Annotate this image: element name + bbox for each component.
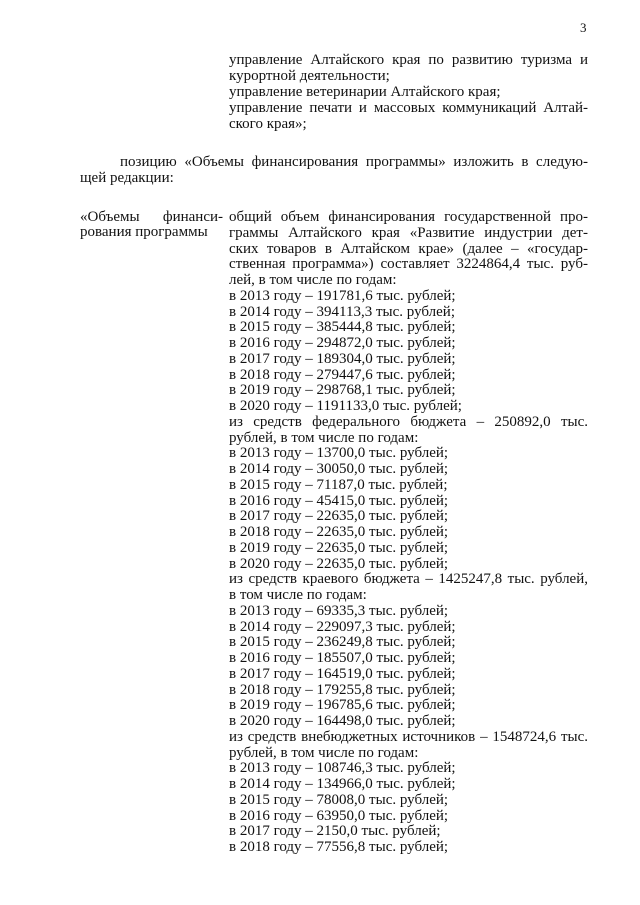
- table-label-line: рования программы: [80, 224, 208, 240]
- table-value-line: в 2019 году – 298768,1 тыс. рублей;: [229, 382, 456, 399]
- table-value-line: в 2018 году – 77556,8 тыс. рублей;: [229, 839, 449, 855]
- table-value-line: в 2015 году – 236249,8 тыс. рублей;: [229, 634, 456, 651]
- table-value-line: в 2013 году – 191781,6 тыс. рублей;: [229, 287, 456, 304]
- table-value-line: в 2020 году – 22635,0 тыс. рублей;: [229, 555, 449, 572]
- table-value-line: в 2013 году – 13700,0 тыс. рублей;: [229, 445, 449, 462]
- table-value-line: рублей, в том числе по годам:: [229, 429, 419, 446]
- table-value-line: в 2019 году – 196785,6 тыс. рублей;: [229, 697, 456, 714]
- table-value-line: граммы Алтайского края «Развитие индустрии дет-: [229, 224, 588, 241]
- table-value-line: из средств внебюджетных источников – 1548724,6 тыс.: [229, 728, 588, 745]
- table-value-line: в 2016 году – 63950,0 тыс. рублей;: [229, 807, 449, 824]
- table-value-line: в 2014 году – 134966,0 тыс. рублей;: [229, 776, 456, 792]
- table-value-line: в 2017 году – 164519,0 тыс. рублей;: [229, 665, 456, 682]
- table-value-line: в 2014 году – 229097,3 тыс. рублей;: [229, 618, 456, 635]
- table-value-line: в 2016 году – 185507,0 тыс. рублей;: [229, 650, 456, 666]
- table-value-line: в 2013 году – 69335,3 тыс. рублей;: [229, 602, 449, 619]
- table-value-line: в том числе по годам:: [229, 587, 367, 603]
- table-value-line: в 2017 году – 22635,0 тыс. рублей;: [229, 508, 449, 525]
- intro-line: курортной деятельности;: [229, 68, 390, 84]
- table-value-line: в 2017 году – 2150,0 тыс. рублей;: [229, 823, 441, 840]
- intro-line: управление ветеринарии Алтайского края;: [229, 84, 501, 100]
- intro-line: управление печати и массовых коммуникаций Алтай-: [229, 100, 588, 116]
- table-value-line: в 2015 году – 78008,0 тыс. рублей;: [229, 791, 449, 808]
- table-value-line: общий объем финансирования государственной про-: [229, 209, 588, 225]
- table-value-line: в 2019 году – 22635,0 тыс. рублей;: [229, 539, 449, 556]
- table-label-line: «Объемы финанси-: [80, 209, 223, 225]
- table-value-line: в 2020 году – 164498,0 тыс. рублей;: [229, 713, 456, 729]
- table-value-line: в 2014 году – 30050,0 тыс. рублей;: [229, 461, 449, 477]
- table-value-line: в 2015 году – 71187,0 тыс. рублей;: [229, 476, 448, 493]
- table-value-line: в 2016 году – 294872,0 тыс. рублей;: [229, 335, 456, 351]
- table-value-line: рублей, в том числе по годам:: [229, 744, 419, 761]
- table-value-line: ских товаров в Алтайском крае» (далее – «государ-: [229, 240, 588, 257]
- table-value-line: из средств федерального бюджета – 250892,0 тыс.: [229, 413, 588, 430]
- table-value-line: в 2013 году – 108746,3 тыс. рублей;: [229, 760, 456, 777]
- instruction-line: щей редакции:: [80, 170, 174, 186]
- table-value-line: лей, в том числе по годам:: [229, 272, 397, 288]
- intro-line: управление Алтайского края по развитию туризма и: [229, 52, 588, 68]
- instruction-line: позицию «Объемы финансирования программы» изложить в следую-: [120, 154, 588, 170]
- table-value-line: в 2018 году – 22635,0 тыс. рублей;: [229, 524, 449, 540]
- intro-line: ского края»;: [229, 116, 307, 132]
- table-value-line: в 2020 году – 1191133,0 тыс. рублей;: [229, 398, 462, 414]
- table-value-line: в 2015 году – 385444,8 тыс. рублей;: [229, 319, 456, 336]
- table-value-line: в 2014 году – 394113,3 тыс. рублей;: [229, 303, 455, 320]
- page-number: 3: [580, 20, 587, 35]
- table-value-line: из средств краевого бюджета – 1425247,8 тыс. рублей,: [229, 571, 588, 588]
- table-value-line: ственная программа») составляет 3224864,4 тыс. руб-: [229, 256, 588, 273]
- table-value-line: в 2018 году – 279447,6 тыс. рублей;: [229, 366, 456, 383]
- table-value-line: в 2016 году – 45415,0 тыс. рублей;: [229, 492, 449, 509]
- table-value-line: в 2017 году – 189304,0 тыс. рублей;: [229, 350, 456, 367]
- table-value-line: в 2018 году – 179255,8 тыс. рублей;: [229, 681, 456, 698]
